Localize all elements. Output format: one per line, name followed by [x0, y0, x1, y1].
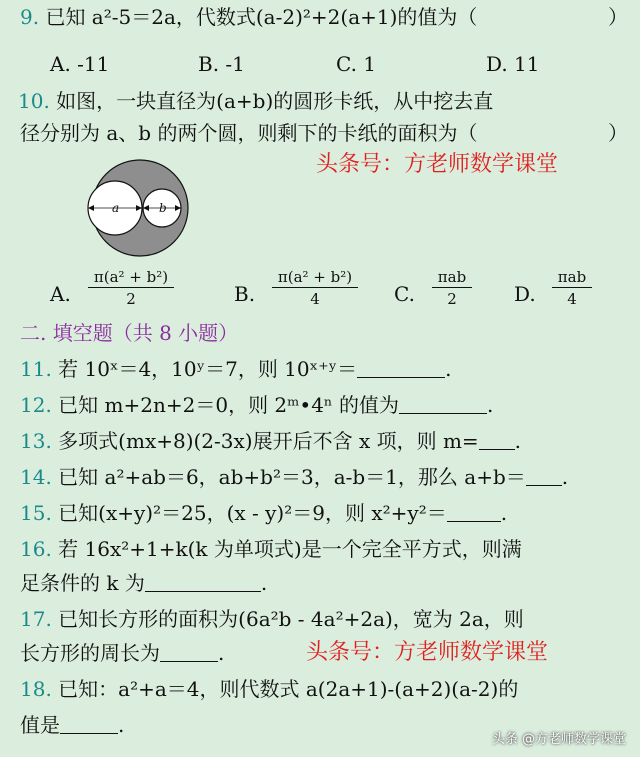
q10-text-1: 如图，一块直径为(a+b)的圆形卡纸，从中挖去直 [56, 89, 494, 113]
q10-option-a-label: A. [50, 282, 71, 306]
red-watermark-1: 头条号：方老师数学课堂 [316, 152, 559, 177]
question-15: 15. 已知(x+y)²＝25，(x - y)²＝9，则 x²+y²＝ . [20, 501, 508, 525]
q17-text-2: 长方形的周长为 [20, 641, 160, 665]
q15-number: 15. [20, 501, 52, 525]
q18-text-2: 值是 [20, 713, 60, 737]
q11-answer-blank[interactable] [357, 359, 445, 378]
question-11: 11. 若 10ˣ＝4，10ʸ＝7，则 10ˣ⁺ʸ＝ . [20, 357, 452, 381]
figure-label-a: a [112, 201, 120, 215]
q17-text-1: 已知长方形的面积为(6a²b - 4a²+2a)，宽为 2a，则 [58, 607, 524, 631]
question-18-line2: 值是 . [20, 713, 125, 737]
q11-text: 若 10ˣ＝4，10ʸ＝7，则 10ˣ⁺ʸ＝ [58, 357, 358, 381]
q13-text: 多项式(mx+8)(2-3x)展开后不含 x 项，则 m= [58, 429, 479, 453]
q10-option-d-fraction [552, 268, 592, 308]
q13-number: 13. [20, 429, 52, 453]
q10-option-d-label: D. [514, 282, 536, 306]
q9-close-paren: ） [608, 5, 628, 29]
q10-number: 10. [18, 89, 50, 113]
q18-answer-blank[interactable] [60, 715, 118, 734]
question-17-line1 [20, 604, 640, 634]
q16-answer-blank[interactable] [145, 573, 261, 592]
q10-option-a-fraction [88, 268, 174, 308]
q10-c-denominator: 2 [447, 290, 457, 308]
q10-option-b-label: B. [234, 282, 256, 306]
q10-option-b-fraction [272, 268, 358, 308]
question-9 [20, 2, 640, 32]
figure-label-b: b [159, 201, 167, 215]
footer-watermark: 头条 @方老师数学课堂 [491, 732, 626, 747]
q12-answer-blank[interactable] [399, 395, 487, 414]
question-13: 13. 多项式(mx+8)(2-3x)展开后不含 x 项，则 m= . [20, 429, 522, 453]
section-title: 二. 填空题（共 8 小题） [20, 321, 239, 345]
q15-answer-blank[interactable] [447, 503, 501, 522]
q10-a-denominator: 2 [126, 290, 136, 308]
q17-answer-blank[interactable] [160, 643, 218, 662]
q16-text-2: 足条件的 k 为 [20, 571, 145, 595]
q9-text: 已知 a²-5＝2a，代数式(a-2)²+2(a+1)的值为（ [45, 5, 478, 29]
q10-option-c-fraction [432, 268, 472, 308]
q11-number: 11. [20, 357, 52, 381]
q10-d-numerator: πab [552, 268, 592, 288]
q10-b-numerator: π(a² + b²) [272, 268, 358, 288]
q9-option-b: B. -1 [198, 52, 245, 76]
q10-b-denominator: 4 [310, 290, 320, 308]
q9-option-a: A. -11 [50, 52, 110, 76]
red-watermark-2: 头条号：方老师数学课堂 [306, 640, 549, 665]
q12-text: 已知 m+2n+2＝0，则 2ᵐ•4ⁿ 的值为 [58, 393, 399, 417]
q12-number: 12. [20, 393, 52, 417]
q18-text-1: 已知：a²+a＝4，则代数式 a(2a+1)-(a+2)(a-2)的 [58, 677, 519, 701]
q10-c-numerator: πab [432, 268, 472, 288]
q16-number: 16. [20, 537, 52, 561]
q14-text: 已知 a²+ab＝6，ab+b²＝3，a-b＝1，那么 a+b＝ [58, 465, 526, 489]
circle-figure [78, 158, 202, 258]
q10-text-2: 径分别为 a、b 的两个圆，则剩下的卡纸的面积为（ [20, 121, 478, 145]
question-18-line1 [20, 674, 640, 704]
question-10-line1 [18, 86, 640, 116]
question-12: 12. 已知 m+2n+2＝0，则 2ᵐ•4ⁿ 的值为 . [20, 393, 494, 417]
q9-option-d: D. 11 [486, 52, 540, 76]
q14-number: 14. [20, 465, 52, 489]
q10-option-c-label: C. [394, 282, 415, 306]
q10-d-denominator: 4 [567, 290, 577, 308]
q17-number: 17. [20, 607, 52, 631]
q14-answer-blank[interactable] [526, 467, 562, 486]
q10-a-numerator: π(a² + b²) [88, 268, 174, 288]
question-14: 14. 已知 a²+ab＝6，ab+b²＝3，a-b＝1，那么 a+b＝ . [20, 465, 569, 489]
q9-number: 9. [20, 5, 40, 29]
q13-answer-blank[interactable] [479, 431, 515, 450]
q9-option-c: C. 1 [336, 52, 377, 76]
question-17-line2: 长方形的周长为 . [20, 641, 225, 665]
question-10-line2 [20, 118, 640, 148]
question-16-line1 [20, 534, 640, 564]
q16-text-1: 若 16x²+1+k(k 为单项式)是一个完全平方式，则满 [58, 537, 522, 561]
question-16-line2: 足条件的 k 为 . [20, 571, 268, 595]
q18-number: 18. [20, 677, 52, 701]
q10-close-paren: ） [608, 121, 628, 145]
q15-text: 已知(x+y)²＝25，(x - y)²＝9，则 x²+y²＝ [58, 501, 447, 525]
